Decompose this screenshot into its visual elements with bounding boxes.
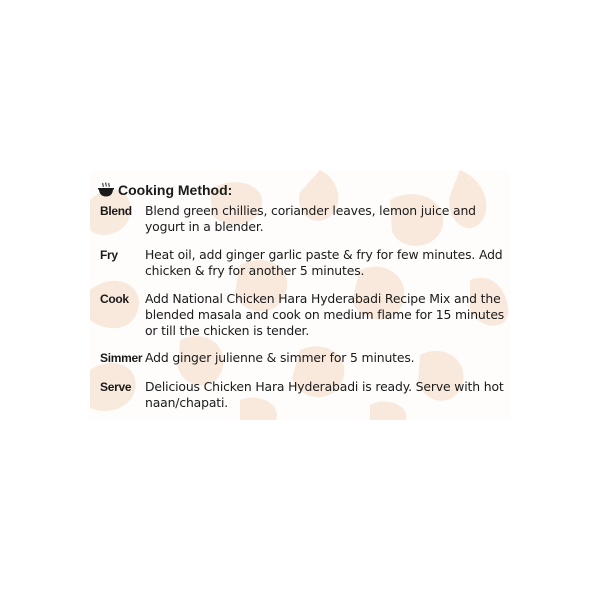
step-text: Add National Chicken Hara Hyderabadi Recipe Mix and the blended masala and cook on medium flame for 15 minutes or till the chicken is tender. [145, 291, 505, 338]
step-text: Blend green chillies, coriander leaves, lemon juice and yogurt in a blender. [145, 203, 476, 234]
cooking-pot-icon [98, 182, 114, 198]
step-label: Blend [100, 204, 132, 218]
step-label: Cook [100, 292, 129, 306]
method-title: Cooking Method: [118, 182, 233, 198]
method-heading [98, 180, 505, 200]
step-label: Simmer [100, 351, 143, 365]
step-text: Delicious Chicken Hara Hyderabadi is ready. Serve with hot naan/chapati. [145, 379, 504, 410]
cooking-method [100, 180, 505, 410]
step-text: Add ginger julienne & simmer for 5 minutes. [145, 350, 415, 365]
step-label: Serve [100, 380, 132, 394]
step-text: Heat oil, add ginger garlic paste & fry for few minutes. Add chicken & fry for another 5 minutes. [145, 247, 503, 278]
step-label: Fry [100, 248, 118, 262]
cooking-method-card [90, 170, 510, 420]
